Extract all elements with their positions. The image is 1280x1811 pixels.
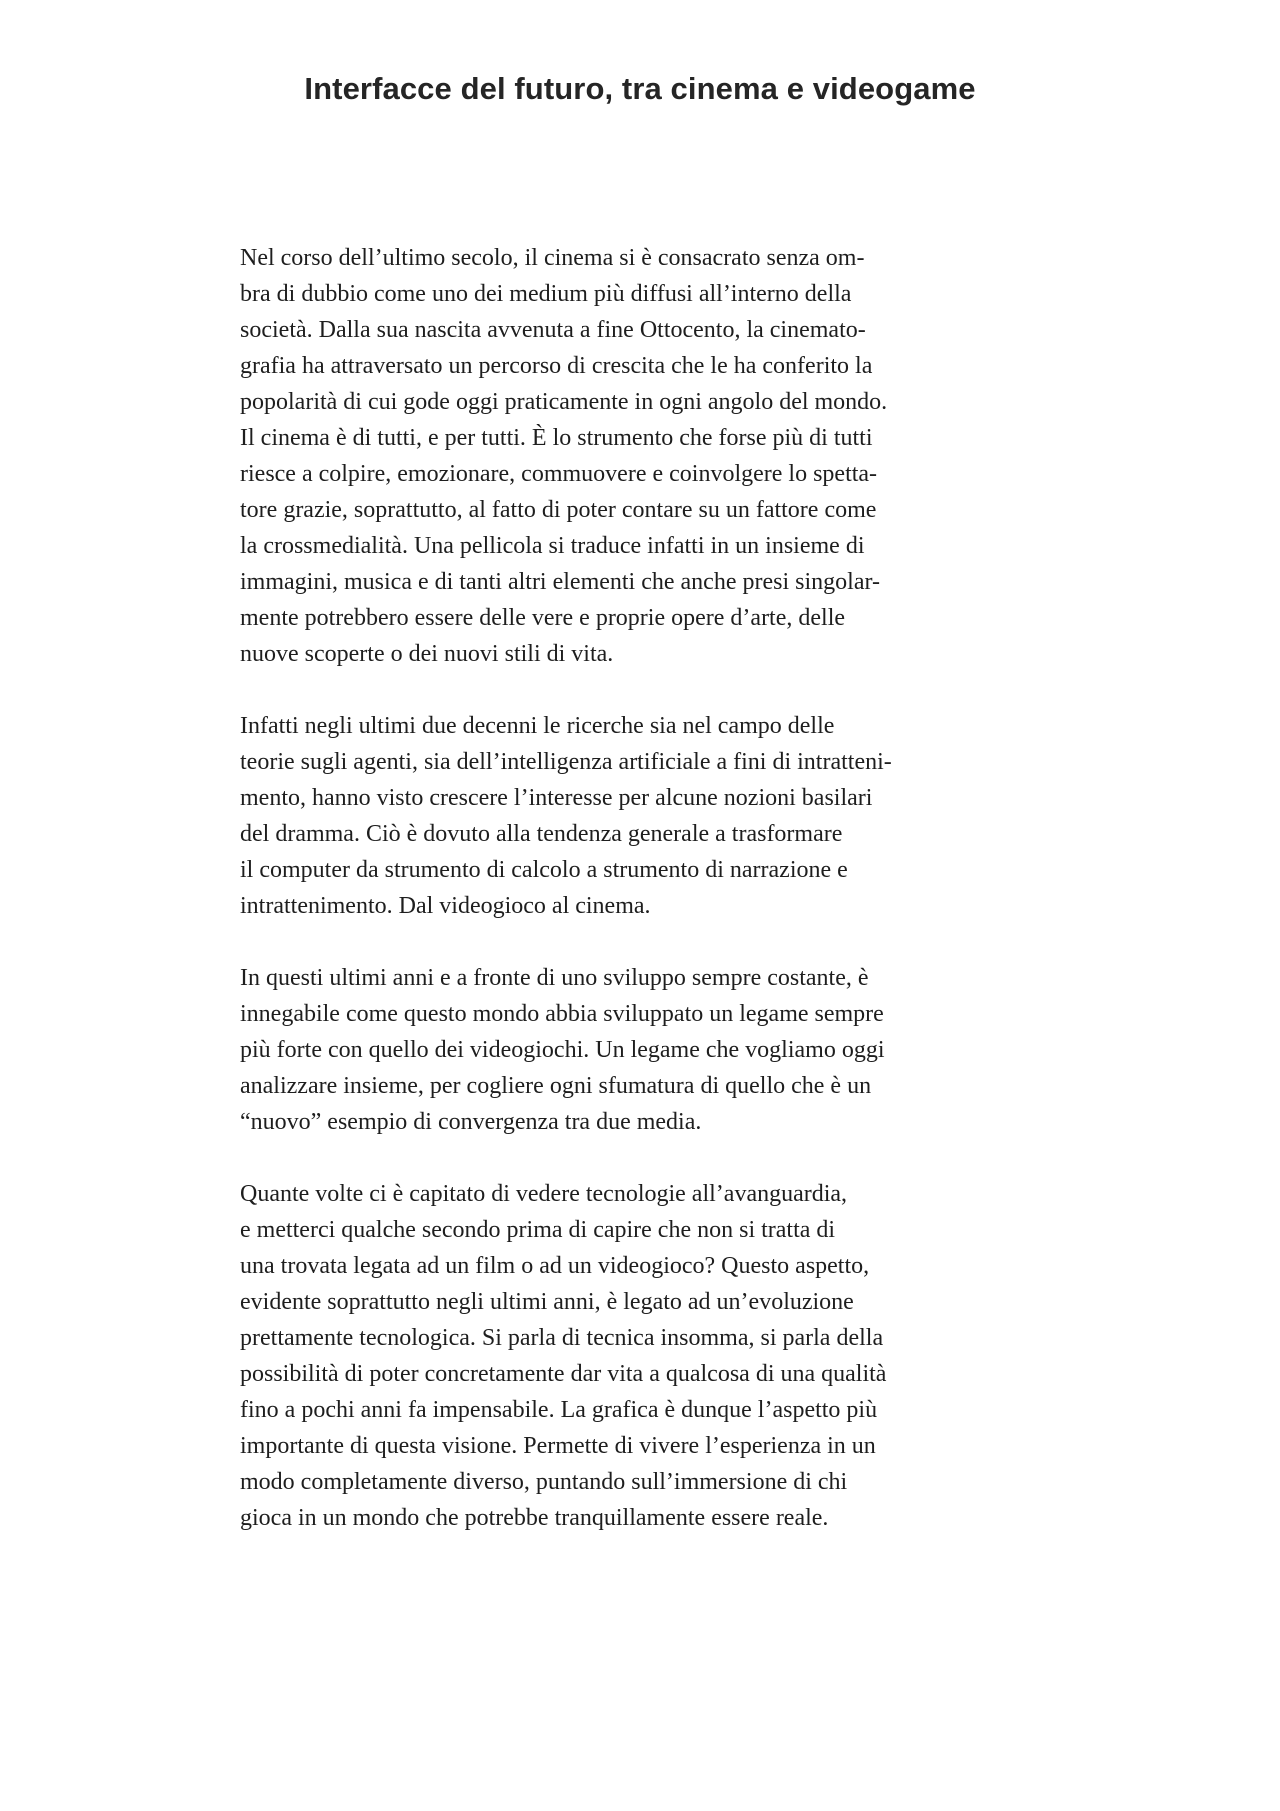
- paragraph-line: mente potrebbero essere delle vere e proprie opere d’arte, delle: [240, 605, 846, 631]
- paragraph-line: immagini, musica e di tanti altri elementi che anche presi singolar-: [240, 569, 880, 595]
- paragraph-line: bra di dubbio come uno dei medium più diffusi all’interno della: [240, 281, 852, 307]
- paragraph-line: possibilità di poter concretamente dar vita a qualcosa di una qualità: [240, 1361, 887, 1387]
- paragraph: [240, 240, 1046, 672]
- paragraph-line: innegabile come questo mondo abbia sviluppato un legame sempre: [240, 1001, 884, 1027]
- paragraph-line: fino a pochi anni fa impensabile. La grafica è dunque l’aspetto più: [240, 1397, 878, 1423]
- article-body: [240, 240, 1046, 1536]
- paragraph-gap: [240, 924, 1046, 960]
- paragraph: [240, 960, 1046, 1140]
- paragraph-line: analizzare insieme, per cogliere ogni sfumatura di quello che è un: [240, 1073, 872, 1099]
- paragraph-line: tore grazie, soprattutto, al fatto di poter contare su un fattore come: [240, 497, 877, 523]
- paragraph-line: del dramma. Ciò è dovuto alla tendenza generale a trasformare: [240, 821, 843, 847]
- paragraph-line: riesce a colpire, emozionare, commuovere e coinvolgere lo spetta-: [240, 461, 878, 487]
- paragraph-line: In questi ultimi anni e a fronte di uno sviluppo sempre costante, è: [240, 965, 869, 991]
- paragraph-line: modo completamente diverso, puntando sull’immersione di chi: [240, 1469, 848, 1495]
- paragraph-line: teorie sugli agenti, sia dell’intelligenza artificiale a fini di intratteni-: [240, 749, 892, 775]
- paragraph-line: grafia ha attraversato un percorso di crescita che le ha conferito la: [240, 353, 873, 379]
- paragraph-line: una trovata legata ad un film o ad un videogioco? Questo aspetto,: [240, 1253, 870, 1279]
- paragraph-line: nuove scoperte o dei nuovi stili di vita.: [240, 641, 614, 667]
- paragraph-gap: [240, 1140, 1046, 1176]
- paragraph-line: popolarità di cui gode oggi praticamente in ogni angolo del mondo.: [240, 389, 888, 415]
- paragraph-line: “nuovo” esempio di convergenza tra due media.: [240, 1109, 702, 1135]
- paragraph-line: prettamente tecnologica. Si parla di tecnica insomma, si parla della: [240, 1325, 884, 1351]
- paragraph-line: Infatti negli ultimi due decenni le ricerche sia nel campo delle: [240, 713, 835, 739]
- paragraph-line: importante di questa visione. Permette di vivere l’esperienza in un: [240, 1433, 876, 1459]
- paragraph-line: gioca in un mondo che potrebbe tranquillamente essere reale.: [240, 1505, 829, 1531]
- paragraph-line: più forte con quello dei videogiochi. Un legame che vogliamo oggi: [240, 1037, 885, 1063]
- page-title: Interfacce del futuro, tra cinema e videogame: [304, 71, 976, 106]
- paragraph-line: società. Dalla sua nascita avvenuta a fine Ottocento, la cinemato-: [240, 317, 866, 343]
- paragraph-line: evidente soprattutto negli ultimi anni, è legato ad un’evoluzione: [240, 1289, 854, 1315]
- paragraph-line: e metterci qualche secondo prima di capire che non si tratta di: [240, 1217, 836, 1243]
- paragraph-line: intrattenimento. Dal videogioco al cinema.: [240, 893, 651, 919]
- paragraph: [240, 1176, 1046, 1536]
- paragraph-gap: [240, 672, 1046, 708]
- paragraph-line: Il cinema è di tutti, e per tutti. È lo strumento che forse più di tutti: [240, 425, 873, 451]
- paragraph-line: il computer da strumento di calcolo a strumento di narrazione e: [240, 857, 848, 883]
- paragraph-line: la crossmedialità. Una pellicola si traduce infatti in un insieme di: [240, 533, 865, 559]
- paragraph-line: Quante volte ci è capitato di vedere tecnologie all’avanguardia,: [240, 1181, 848, 1207]
- paragraph-line: mento, hanno visto crescere l’interesse per alcune nozioni basilari: [240, 785, 873, 811]
- paragraph-line: Nel corso dell’ultimo secolo, il cinema si è consacrato senza om-: [240, 245, 865, 271]
- paragraph: [240, 708, 1046, 924]
